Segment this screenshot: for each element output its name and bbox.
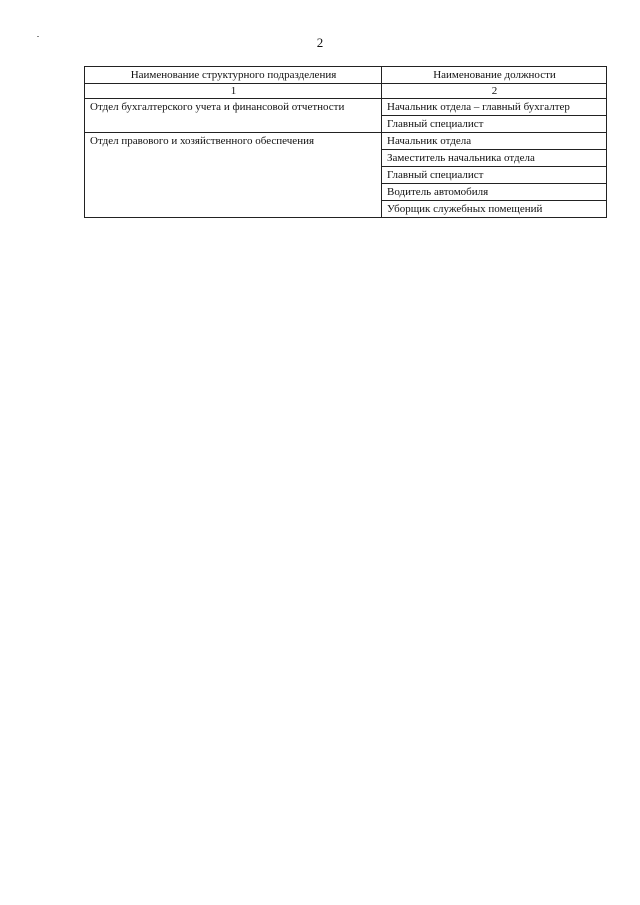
position-cell: Главный специалист: [382, 116, 607, 133]
position-cell: Начальник отдела – главный бухгалтер: [382, 99, 607, 116]
position-cell: Водитель автомобиля: [382, 184, 607, 201]
position-cell: Главный специалист: [382, 167, 607, 184]
header-department: Наименование структурного подразделения: [85, 67, 382, 84]
column-number-2: 2: [382, 84, 607, 99]
header-position: Наименование должности: [382, 67, 607, 84]
page-number: 2: [316, 35, 324, 50]
department-accounting: Отдел бухгалтерского учета и финансовой отчетности: [85, 99, 382, 133]
table-row: [85, 99, 607, 116]
column-number-1: 1: [85, 84, 382, 99]
position-cell: Уборщик служебных помещений: [382, 201, 607, 218]
table-row: [85, 133, 607, 150]
table-header-row: [85, 67, 607, 84]
department-legal-economic: Отдел правового и хозяйственного обеспечения: [85, 133, 382, 218]
positions-table: [84, 66, 607, 218]
column-number-row: [85, 84, 607, 99]
position-cell: Начальник отдела: [382, 133, 607, 150]
position-cell: Заместитель начальника отдела: [382, 150, 607, 167]
